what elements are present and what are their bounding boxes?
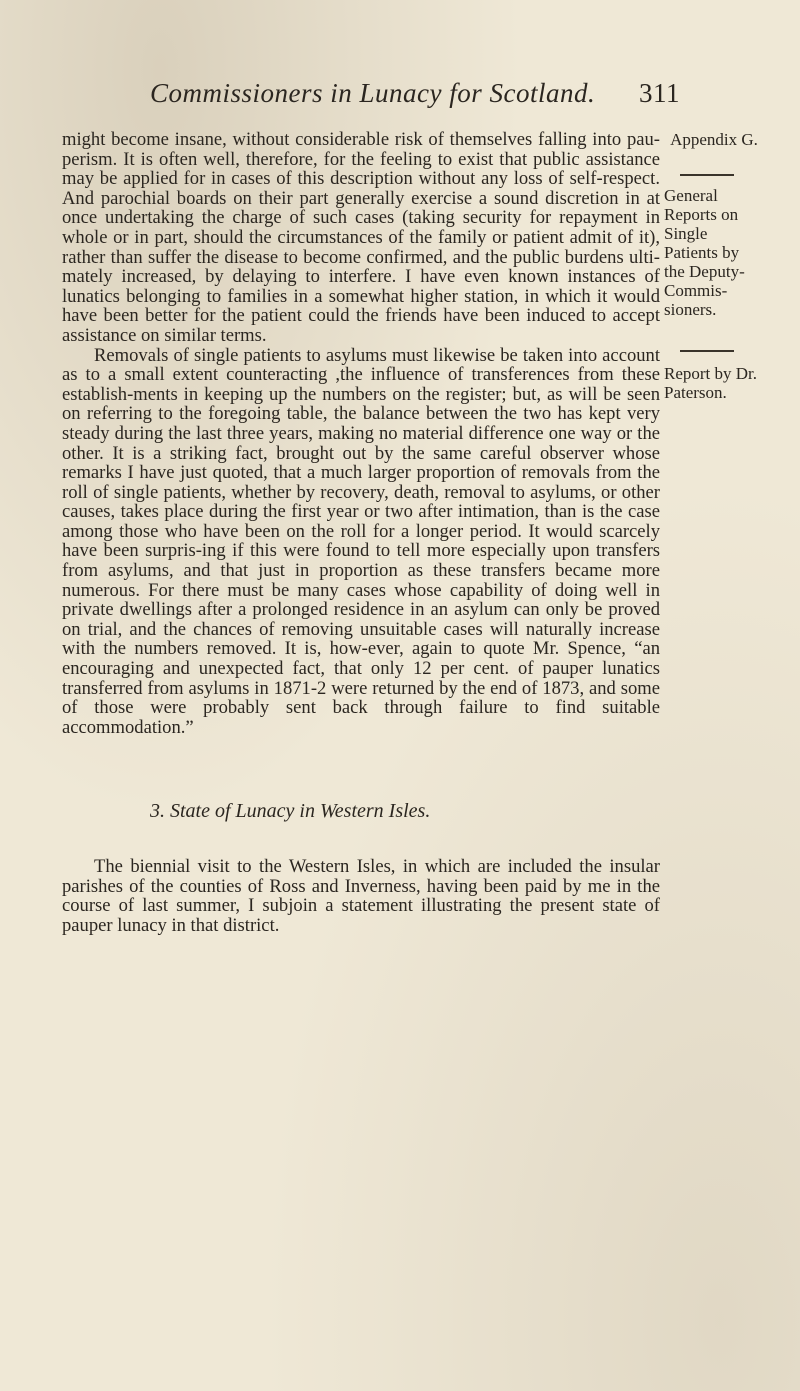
page-number: 311 bbox=[639, 78, 680, 108]
main-text bbox=[62, 130, 660, 737]
paragraph-1: might become insane, without considerable risk of themselves falling into pau-perism. It is often well, therefore, for the feeling to exist that public assistance may be applied for in cases of this description without any loss of self-respect. And parochial boards on their part generally exercise a sound discretion in at once undertaking the charge of such cases (taking security for repayment in whole or in part, should the circumstances of the family or patient admit of it), rather than suffer the disease to become confirmed, and the public burdens ulti-mately increased, by delaying to interfere. I have even known instances of lunatics belonging to families in a somewhat higher station, in which it would have been better for the patient could the friends have been induced to accept assistance on similar terms. bbox=[62, 129, 660, 346]
margin-rule-top bbox=[680, 174, 734, 176]
margin-rule-middle bbox=[680, 350, 734, 352]
running-head bbox=[150, 78, 680, 118]
section-heading: 3. State of Lunacy in Western Isles. bbox=[150, 800, 431, 822]
running-head-title: Commissioners in Lunacy for Scotland. bbox=[150, 78, 596, 108]
margin-note-report-by: Report by Dr. Paterson. bbox=[664, 364, 758, 402]
section-text bbox=[62, 857, 660, 935]
margin-note-appendix: Appendix G. bbox=[670, 130, 758, 149]
margin-note-general-reports: General Reports on Single Patients by the Deputy-Commis-sioners. bbox=[664, 186, 745, 319]
section-paragraph: The biennial visit to the Western Isles, in which are included the insular parishes of the counties of Ross and Inverness, having been paid by me in the course of last summer, I subjoin a statement illustrating the present state of pauper lunacy in that district. bbox=[62, 856, 660, 936]
paragraph-2: Removals of single patients to asylums must likewise be taken into account as to a small extent counteracting ,the influence of transferences from these establish-ments in keeping up the numbers on the register; but, as will be seen on referring to the foregoing table, the balance between the two has kept very steady during the last three years, making no material difference one way or the other. It is a striking fact, brought out by the same careful observer whose remarks I have just quoted, that a much larger proportion of removals from the roll of single patients, whether by recovery, death, removal to asylums, or other causes, takes place during the first year or two after intimation, than is the case among those who have been on the roll for a longer period. It would scarcely have been surpris-ing if this were found to tell more especially upon transfers from asylums, and that just in proportion as these transfers became more numerous. For there must be many cases whose capability of doing well in private dwellings after a prolonged residence in an asylum can only be proved on trial, and the chances of removing unsuitable cases will naturally increase with the numbers removed. It is, how-ever, again to quote Mr. Spence, “an encouraging and unexpected fact, that only 12 per cent. of pauper lunatics transferred from asylums in 1871-2 were returned by the end of 1873, and some of those were probably sent back through failure to find suitable accommodation.” bbox=[62, 344, 660, 738]
